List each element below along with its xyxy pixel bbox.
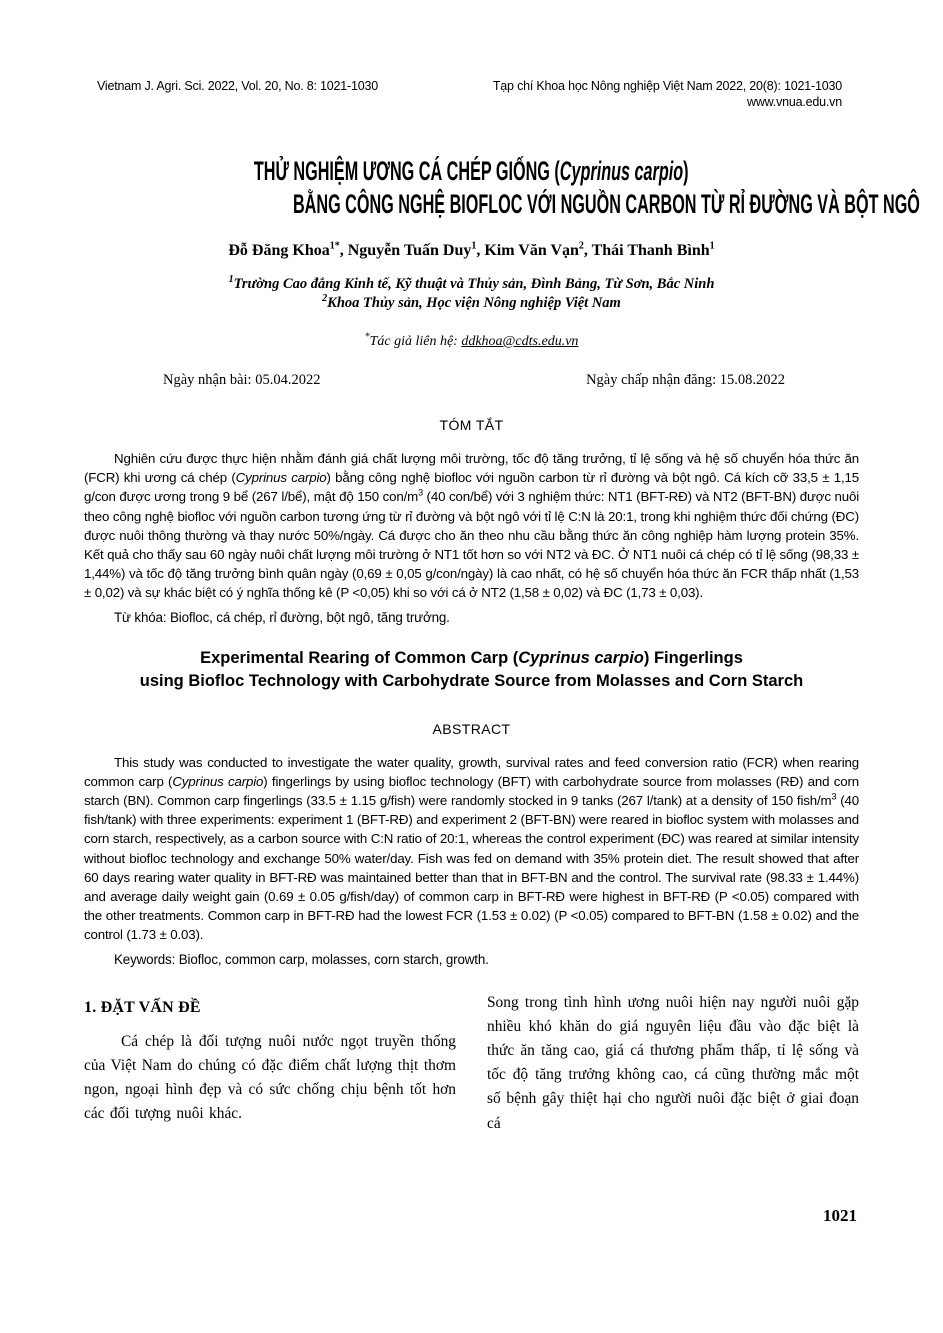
keywords-en [84,952,859,967]
corresponding-author-line [84,331,859,350]
article-dates [84,372,859,389]
author-affil-mark: 1 [471,240,477,252]
species-name-italic: Cyprinus carpio [172,773,264,789]
abstract-en-text: ) fingerlings by using biofloc technology (BFT) with carbohydrate source from molasses (RĐ) and corn starch (BN). Common carp fingerlings (33.5 ± 1.15 g/fish) were randomly stocked in 9 tanks (267 l/tank) at a density of 150 fish/m [84,773,859,809]
affiliation-mark: 2 [322,293,328,305]
affiliation-2 [84,294,859,313]
author-name: Thái Thanh Bình [591,242,710,259]
abstract-en-text: (40 fish/tank) with three experiments: experiment 1 (BFT-RĐ) and experiment 2 (BFT-BN) were reared in biofloc system with molasses and corn starch, respectively, as a carbon source with C:N ratio of 20:1, whereas the control experiment (ĐC) was reared at similar intensity without biofloc technology and exchange 50% water/day. Fish was fed on demand with 35% protein diet. The result showed that after 60 days rearing water quality in BFT-RĐ was maintained better than that in BFT-BN and the control. The survival rate (98.33 ± 1.44%) and average daily weight gain (0.69 ± 0.05 g/fish/day) of common carp in BFT-RĐ were highest in BFT-RĐ (P <0.05) compared with the other treatments. Common carp in BFT-RĐ had the lowest FCR (1.53 ± 0.02) (P <0.05) compared to BFT-BN (1.58 ± 0.02) and the control (1.73 ± 0.03). [84,793,860,943]
accepted-date: Ngày chấp nhận đăng: 15.08.2022 [586,372,785,388]
keywords-vi-label: Từ khóa: [114,609,167,625]
journal-citation-vi-text: Tạp chí Khoa học Nông nghiệp Việt Nam 2022, 20(8): 1021-1030 [492,79,842,93]
intro-column-right [487,991,859,1136]
tomtat-heading: TÓM TẮT [439,417,504,433]
abstract-vi [84,449,859,603]
abstract-vi-text: (40 con/bể) với 3 nghiệm thức: NT1 (BFT-RĐ) và NT2 (BFT-BN) được nuôi theo công nghệ biofloc với nguồn carbon tương ứng từ rỉ đường và bột ngô với tỉ lệ C:N là 20:1, trong khi nghiệm thức đối chứng (ĐC) được nuôi thông thường và thay nước 50%/ngày. Cá được cho ăn theo nhu cầu bằng thức ăn công nghiệp hàm lượng protein 35%. Kết quả cho thấy sau 60 ngày nuôi chất lượng môi trường ở NT1 tốt hơn so với NT2 và ĐC. Ở NT1 nuôi cá chép có tỉ lệ sống (98,33 ± 1,44%) và tốc độ tăng trưởng bình quân ngày (0,69 ± 0,05 g/con/ngày) là cao nhất, có hệ số chuyển hóa thức ăn FCR thấp nhất (1,53 ± 0,02) và sự khác biệt có ý nghĩa thống kê (P <0,05) khi so với cá ở NT2 (1,58 ± 0,02) và ĐC (1,73 ± 0,03). [84,489,859,601]
author-affil-mark: 2 [578,240,584,252]
section-1-heading: 1. ĐẶT VẤN ĐỀ [84,998,201,1016]
abstract-en [84,753,859,945]
received-date: Ngày nhận bài: 05.04.2022 [163,372,321,388]
superscript-3: 3 [831,791,837,802]
title-en-text: ) Fingerlings [643,648,743,667]
abstract-en-text: This study was conducted to investigate the water quality, growth, survival rates and feed conversion ratio (FCR) when rearing common carp ( [84,754,859,789]
superscript-3: 3 [418,487,423,498]
keywords-vi-text: Biofloc, cá chép, rỉ đường, bột ngô, tăng trưởng. [170,609,450,625]
article-title-en [84,647,859,693]
keywords-en-text: Biofloc, common carp, molasses, corn starch, growth. [178,951,489,967]
corresponding-label: Tác giả liên hệ: [369,334,462,349]
intro-columns [84,991,859,1136]
intro-paragraph-left: Cá chép là đối tượng nuôi nước ngọt truyền thống của Việt Nam do chúng có đặc điểm chất lượng thịt thơm ngon, ngoại hình đẹp và có sức chống chịu bệnh tốt hơn các đối tượng nuôi khác. [84,1032,456,1123]
species-name-italic: Cyprinus carpio [235,470,327,486]
affiliations [84,275,859,313]
author-name: Đỗ Đăng Khoa [228,242,330,259]
author-name: Kim Văn Vạn [484,242,579,259]
journal-header [84,78,859,110]
species-name-italic: Cyprinus carpio [518,648,644,667]
abstract-heading: ABSTRACT [432,720,511,737]
page-number: 1021 [823,1206,857,1225]
article-title-vi-line2: BẰNG CÔNG NGHỆ BIOFLOC VỚI NGUỒN CARBON TỪ RỈ ĐƯỜNG VÀ BỘT NGÔ [292,189,920,219]
affiliation-1 [84,275,859,294]
article-title-en-line1 [84,647,859,670]
journal-citation-vi [493,78,842,110]
affiliation-text: Khoa Thủy sản, Học viện Nông nghiệp Việt Nam [327,295,621,311]
abstract-vi-text: ) bằng công nghệ biofloc với nguồn carbon từ rỉ đường và bột ngô. Cá kích cỡ 33,5 ± 1,15 g/con được ương trong 9 bể (267 l/bể), mật độ 150 con/m [84,470,859,505]
title-en-text: Experimental Rearing of Common Carp ( [200,648,519,667]
authors-line [84,242,859,260]
abstract-vi-text: Nghiên cứu được thực hiện nhằm đánh giá chất lượng môi trường, tốc độ tăng trưởng, tỉ lệ sống và hệ số chuyển hóa thức ăn (FCR) khi ương cá chép ( [84,451,859,486]
author-affil-mark: 1* [329,240,340,252]
journal-citation-en: Vietnam J. Agri. Sci. 2022, Vol. 20, No. 8: 1021-1030 [97,79,379,93]
journal-website: www.vnua.edu.vn [747,95,842,109]
title-text: THỬ NGHIỆM ƯƠNG CÁ CHÉP GIỐNG ( [254,156,561,186]
author-separator: , [583,242,592,259]
author-affil-mark: 1 [709,240,715,252]
intro-column-left [84,991,456,1136]
affiliation-text: Trường Cao đẳng Kinh tế, Kỹ thuật và Thủy sản, Đình Bảng, Từ Sơn, Bắc Ninh [233,276,715,292]
affiliation-mark: 1 [228,274,234,286]
species-name-italic: Cyprinus carpio [560,156,684,186]
title-text-close: ) [683,156,689,186]
keywords-en-label: Keywords: [114,951,176,967]
author-separator: , [339,242,348,259]
author-name: Nguyễn Tuấn Duy [347,242,472,259]
article-title-vi [84,154,920,220]
article-title-vi-line1 [84,154,859,187]
intro-paragraph-right: Song trong tình hình ương nuôi hiện nay người nuôi gặp nhiều khó khăn do giá nguyên liệu đầu vào đặc biệt là thức ăn tăng cao, giá cá thương phẩm thấp, tỉ lệ sống và tốc độ tăng trưởng không cao, cá cũng thường mắc một số bệnh gây thiệt hại cho người nuôi đặc biệt ở giai đoạn cá [487,993,859,1132]
article-title-en-line2: using Biofloc Technology with Carbohydrate Source from Molasses and Corn Starch [139,671,804,690]
corresponding-mark: * [364,331,370,343]
author-separator: , [476,242,485,259]
keywords-vi [84,610,859,625]
corresponding-email-link[interactable]: ddkhoa@cdts.edu.vn [461,334,579,349]
